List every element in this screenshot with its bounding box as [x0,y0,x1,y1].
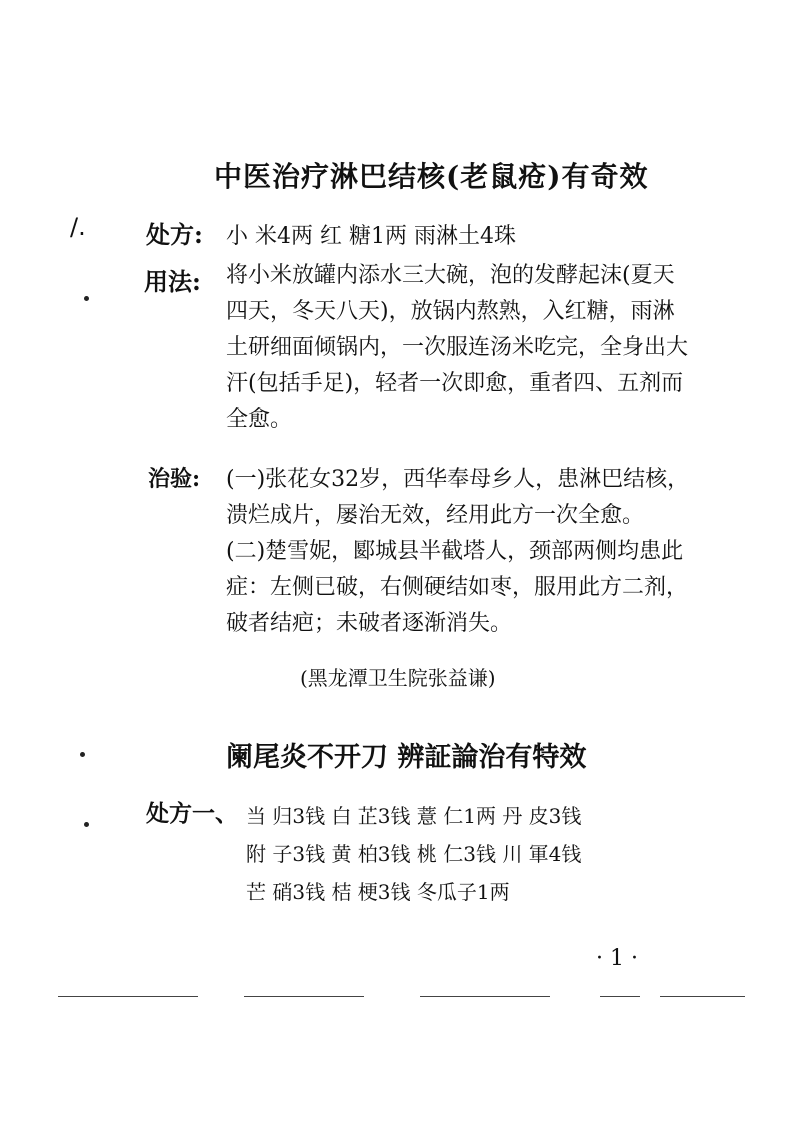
footer-rule [600,996,640,997]
footer-rule [58,996,198,997]
page-number: · 1 · [596,946,638,971]
footer-rule [660,996,745,997]
margin-dot [80,752,85,757]
article1-title: 中医治疗淋巴结核(老鼠疮)有奇效 [214,160,649,193]
footer-rule [420,996,550,997]
footer-rule [244,996,364,997]
prescription-one-label: 处方一、 [146,800,238,827]
prescription-line: 芒 硝3钱 桔 梗3钱 冬瓜子1两 [246,880,510,904]
margin-dot [84,822,89,827]
margin-dot [84,296,89,301]
case-2: (二)楚雪妮，郾城县半截塔人，颈部两侧均患此症：左侧已破，右侧硬结如枣，服用此方二剂，破者结疤；未破者逐渐消失。 [226,539,689,636]
usage-label: 用法: [144,267,201,296]
prescription-one-list [246,797,686,911]
article1-source: (黑龙潭卫生院张益谦) [300,666,496,690]
margin-mark: /. [70,213,86,241]
prescription-text: 小 米4两 红 糖1两 雨淋土4珠 [226,224,516,249]
cases-text [226,462,696,642]
usage-text: 将小米放罐内添水三大碗，泡的发酵起沫(夏天四天，冬天八天)，放锅内熬熟，入红糖，雨淋土研细面倾锅内，一次服连汤米吃完，全身出大汗(包括手足)，轻者一次即愈，重者四、五剂而全愈。 [226,263,689,432]
article2-title: 阑尾炎不开刀 辨証論治有特效 [226,742,587,773]
prescription-label: 处方: [146,220,203,249]
prescription-line: 当 归3钱 白 芷3钱 薏 仁1两 丹 皮3钱 [246,804,582,828]
cases-label: 治验: [148,466,201,492]
prescription-line: 附 子3钱 黄 柏3钱 桃 仁3钱 川 軍4钱 [246,842,582,866]
case-1: (一)张花女32岁，西华奉母乡人，患淋巴结核，溃烂成片，屡治无效，经用此方一次全愈。 [226,467,690,528]
